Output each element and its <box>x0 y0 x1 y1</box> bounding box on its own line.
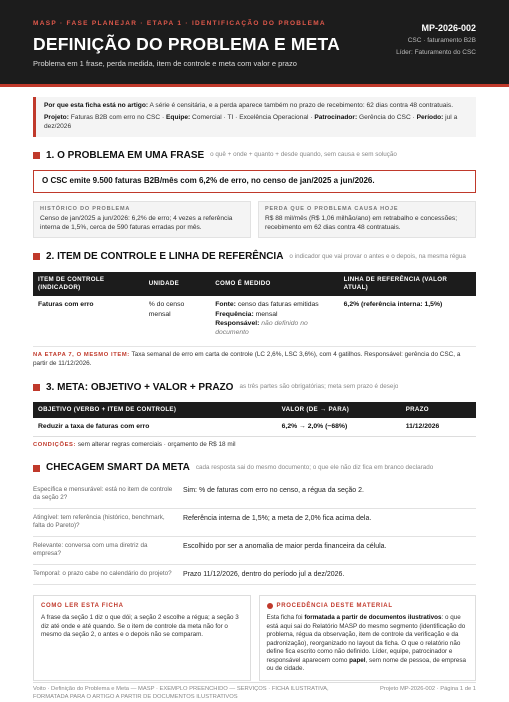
footer-page: Projeto MP-2026-002 · Página 1 de 1 <box>379 686 476 692</box>
section2-title: 2. ITEM DE CONTROLE E LINHA DE REFERÊNCIA <box>46 251 284 263</box>
smart-question: Relevante: conversa com uma diretriz da empresa? <box>33 541 148 558</box>
smart-question: Específica e mensurável: está no item de controle da seção 2? <box>33 485 173 502</box>
loss-label: PERDA QUE O PROBLEMA CAUSA HOJE <box>265 205 399 212</box>
bottom-boxes <box>33 595 476 681</box>
table-header-row <box>33 272 476 297</box>
section-marker-icon <box>33 152 40 159</box>
goal-deadline: 11/12/2026 <box>405 423 440 431</box>
meta-leader: Líder: Faturamento do CSC <box>396 48 476 56</box>
section3-hint: as três partes são obrigatórias; meta sem prazo é desejo <box>239 383 399 391</box>
info-dot-icon <box>267 603 273 609</box>
smart-answer: Prazo 11/12/2026, dentro do período jul a dez/2026. <box>183 570 345 578</box>
smart-row <box>33 509 476 537</box>
section1-title: 1. O PROBLEMA EM UMA FRASE <box>46 149 205 161</box>
smart-heading <box>33 461 476 475</box>
loss-text: R$ 88 mil/mês (R$ 1,06 milhão/ano) em retrabalho e concessões; recebimento em 62 dias contra 48 contratuais. <box>265 215 458 232</box>
section2-heading <box>33 250 476 264</box>
table-row <box>33 296 476 341</box>
provenance-label: PROCEDÊNCIA DESTE MATERIAL <box>276 603 393 610</box>
section3-heading <box>33 381 476 395</box>
goal-objective: Reduzir a taxa de faturas com erro <box>38 423 150 431</box>
goal-conditions: CONDIÇÕES: sem alterar regras comerciais · orçamento de R$ 18 mil <box>33 440 236 448</box>
section2-hint: o indicador que vai provar o antes e o depois, na mesma régua <box>289 252 466 260</box>
smart-row <box>33 481 476 509</box>
unit: % do censo mensal <box>148 301 185 318</box>
smart-row <box>33 537 476 565</box>
provenance-heading <box>267 602 469 610</box>
col-header: VALOR (DE → PARA) <box>277 402 401 418</box>
meta-scope: CSC · faturamento B2B <box>407 37 476 45</box>
section-marker-icon <box>33 253 40 260</box>
smart-question: Atingível: tem referência (histórico, benchmark, falta do Pareto)? <box>33 513 165 530</box>
col-header: LINHA DE REFERÊNCIA (VALOR ATUAL) <box>339 272 476 297</box>
control-item: Faturas com erro <box>38 301 94 309</box>
history-label: HISTÓRICO DO PROBLEMA <box>40 205 131 212</box>
header-meta <box>396 22 476 58</box>
notice-project: Projeto: Faturas B2B com erro no CSC · Equipe: Comercial · TI · Excelência Operacional · Patrocinador: Gerência do CSC · Período: jul a dez/2026 <box>44 113 458 130</box>
section-marker-icon <box>33 384 40 391</box>
section-marker-icon <box>33 465 40 472</box>
smart-answer: Referência interna de 1,5%; a meta de 2,0% fica acima dela. <box>183 514 372 522</box>
how-to-read-text: A frase da seção 1 diz o que dói; a seção 2 escolhe a régua; a seção 3 diz até onde e até quando. Se o item de controle da meta não for o mesmo da seção 2, o antes e o depois não se comparam. <box>41 614 239 639</box>
col-header: COMO É MEDIDO <box>210 272 338 297</box>
header-accent-line <box>0 84 509 87</box>
provenance-text: Esta ficha foi formatada a partir de documentos ilustrativos: o que está aqui sai do Relatório MASP do mesmo segmento (identificação do problema, régua da observação, item de controle da verificação e da padronização), reorganizado no layout da ficha. O que o relatório não define fica escrito como não definido. Líder, equipe, patrocinador e responsável aparecem como papel, sem nome de pessoa, de empresa ou de cidade. <box>266 614 467 673</box>
doc-id: MP-2026-002 <box>421 23 476 33</box>
footer <box>33 682 476 702</box>
section1-hint: o quê + onde + quanto + desde quando, sem causa e sem solução <box>210 151 397 159</box>
problem-statement: O CSC emite 9.500 faturas B2B/mês com 6,2% de erro, no censo de jan/2025 a jun/2026. <box>33 170 476 193</box>
smart-row <box>33 565 476 585</box>
col-header: OBJETIVO (VERBO + ITEM DE CONTROLE) <box>33 402 277 418</box>
col-header: UNIDADE <box>144 272 210 297</box>
smart-question: Temporal: o prazo cabe no calendário do projeto? <box>33 569 172 577</box>
page-subtitle: Problema em 1 frase, perda medida, item de controle e meta com valor e prazo <box>33 59 297 68</box>
table-row <box>33 418 476 436</box>
smart-title: CHECAGEM SMART DA META <box>46 462 190 474</box>
smart-answer: Sim: % de faturas com erro no censo, a régua da seção 2. <box>183 486 364 494</box>
col-header: PRAZO <box>401 402 476 418</box>
provenance-box <box>259 595 477 681</box>
content <box>33 97 476 681</box>
baseline: 6,2% (referência interna: 1,5%) <box>343 301 443 309</box>
kicker: MASP · FASE PLANEJAR · ETAPA 1 · IDENTIFICAÇÃO DO PROBLEMA <box>33 20 326 27</box>
goal-table <box>33 402 476 437</box>
how-to-read-box <box>33 595 251 681</box>
table-header-row <box>33 402 476 418</box>
history-text: Censo de jan/2025 a jun/2026: 6,2% de erro; 4 vezes a referência interna de 1,5%, cerca de 590 faturas erradas por mês. <box>40 215 233 232</box>
col-header: ITEM DE CONTROLE (INDICADOR) <box>33 272 144 297</box>
notice-why: Por que esta ficha está no artigo: A série é censitária, e a perda aparece também no prazo de recebimento: 62 dias contra 48 contratuais. <box>44 102 454 109</box>
header <box>0 0 509 86</box>
smart-hint: cada resposta sai do mesmo documento; o que ele não diz fica em branco declarado <box>195 463 434 471</box>
control-item-table <box>33 272 476 341</box>
smart-checklist <box>33 481 476 585</box>
section3-title: 3. META: OBJETIVO + VALOR + PRAZO <box>46 381 234 393</box>
smart-answer: Escolhido por ser a anomalia de maior perda financeira da célula. <box>183 542 387 550</box>
goal-value: 6,2% → 2,0% (−68%) <box>281 423 348 431</box>
footer-left: Voito · Definição do Problema e Meta — MASP · EXEMPLO PREENCHIDO — SERVIÇOS · FICHA ILUSTRATIVA, FORMATADA PARA O ARTIGO A PARTIR DE DOCUMENTOS ILUSTRATIVOS <box>33 686 329 700</box>
page-title: DEFINIÇÃO DO PROBLEMA E META <box>33 34 340 54</box>
notice-box <box>33 97 476 137</box>
loss-box <box>258 201 476 238</box>
measurement: Fonte: censo das faturas emitidas Frequência: mensal Responsável: não definido no documento <box>215 301 319 336</box>
section1-heading <box>33 149 476 163</box>
step7-note: NA ETAPA 7, O MESMO ITEM: Taxa semanal de erro em carta de controle (LC 2,6%, LSC 3,6%), com 4 gatilhos. Responsável: gerência do CSC, a partir de 11/12/2026. <box>33 346 476 368</box>
problem-details <box>33 201 476 238</box>
how-to-read-label: COMO LER ESTA FICHA <box>41 603 124 610</box>
history-box <box>33 201 251 238</box>
